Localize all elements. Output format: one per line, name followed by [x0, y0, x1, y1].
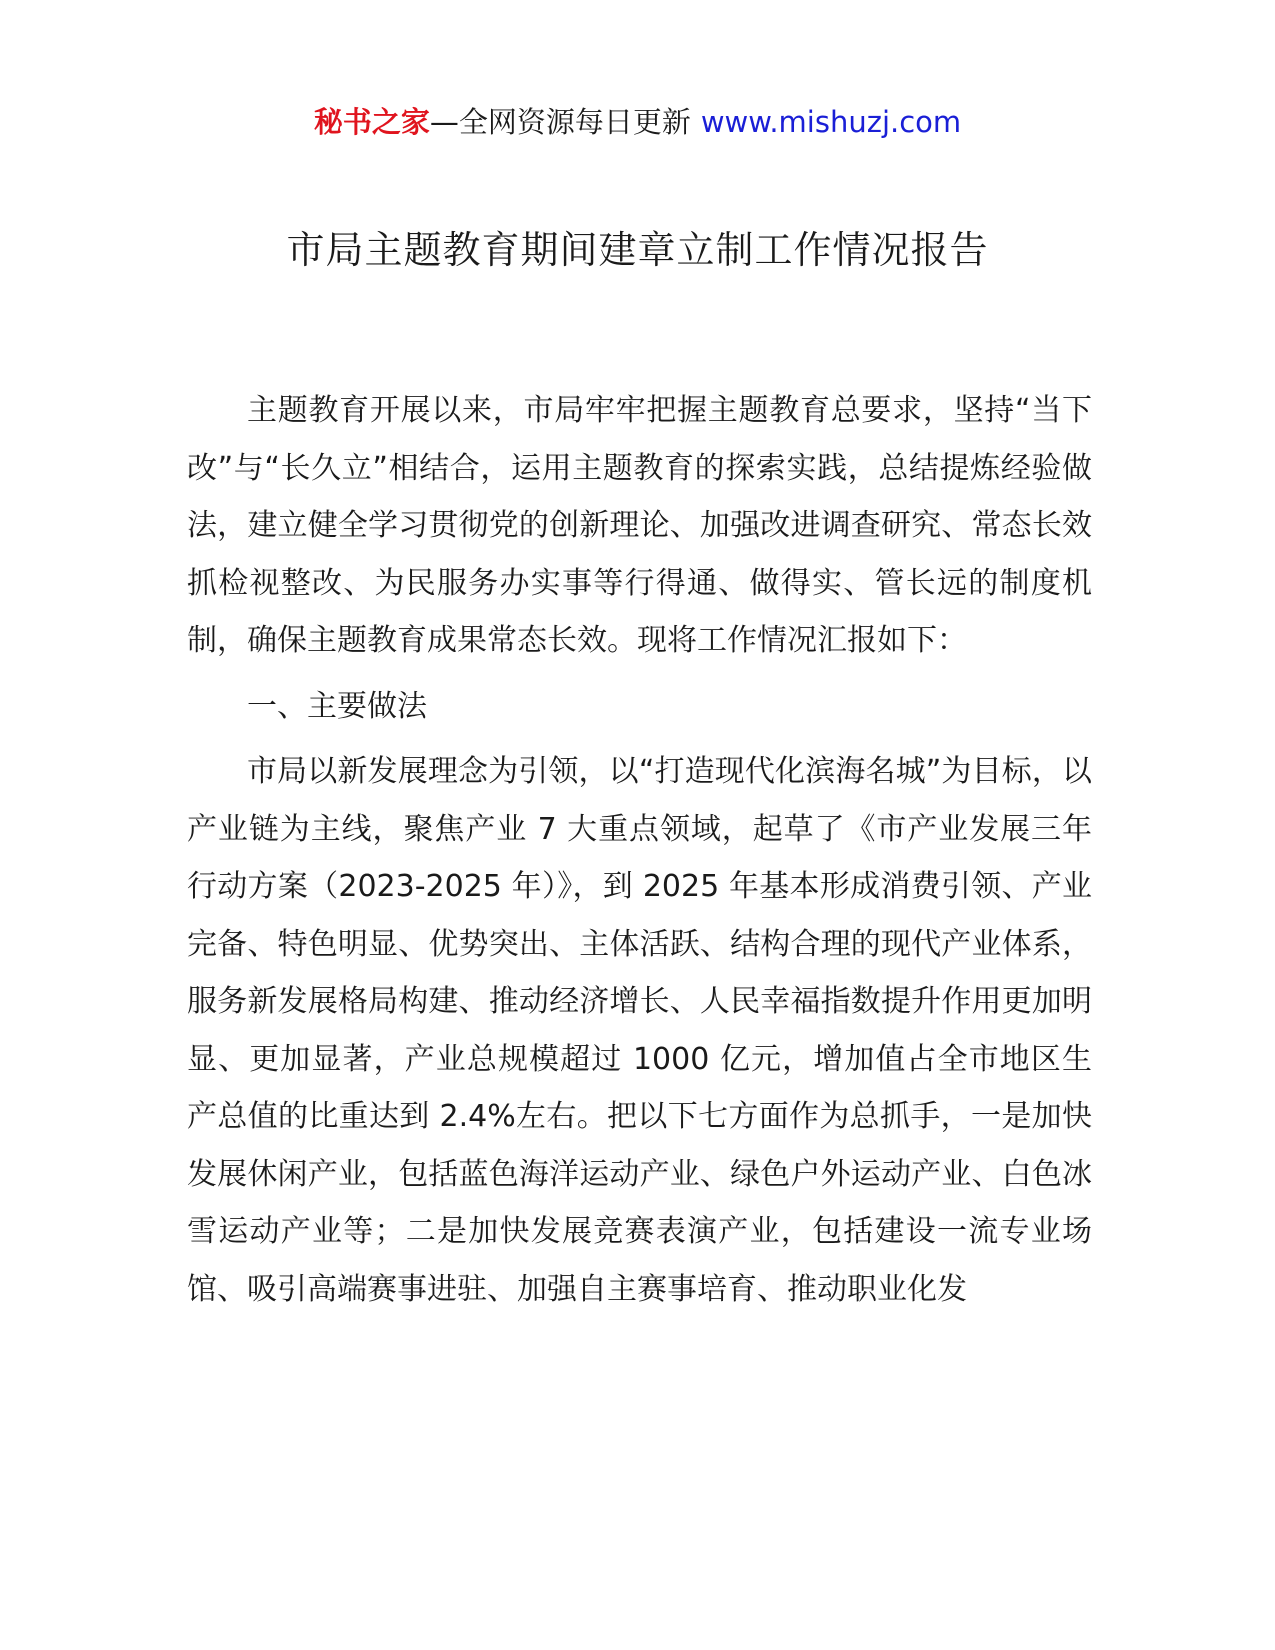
- document-title: 市局主题教育期间建章立制工作情况报告: [286, 228, 989, 272]
- header-tagline: —全网资源每日更新: [429, 105, 691, 139]
- intro-paragraph: 主题教育开展以来，市局牢牢把握主题教育总要求，坚持“当下改”与“长久立”相结合，运用主题教育的探索实践，总结提炼经验做法，建立健全学习贯彻党的创新理论、加强改进调查研究、常态长效抓检视整改、为民服务办实事等行得通、做得实、管长远的制度机制，确保主题教育成果常态长效。现将工作情况汇报如下：: [187, 393, 1092, 658]
- section-paragraph: 市局以新发展理念为引领，以“打造现代化滨海名城”为目标，以产业链为主线，聚焦产业 7 大重点领域，起草了《市产业发展三年行动方案（2023-2025 年）》，到 2025 年基本形成消费引领、产业完备、特色明显、优势突出、主体活跃、结构合理的现代产业体系，服务新发展格局构建、推动经济增长、人民幸福指数提升作用更加明显、更加显著，产业总规模超过 1000 亿元，增加值占全市地区生产总值的比重达到 2.4%左右。把以下七方面作为总抓手，一是加快发展休闲产业，包括蓝色海洋运动产业、绿色户外运动产业、白色冰雪运动产业等；二是加快发展竞赛表演产业，包括建设一流专业场馆、吸引高端赛事进驻、加强自主赛事培育、推动职业化发: [187, 754, 1092, 1307]
- brand-name: 秘书之家: [313, 105, 430, 139]
- section-heading: 一、主要做法: [247, 688, 427, 724]
- site-url-link[interactable]: www.mishuzj.com: [700, 105, 962, 139]
- site-header: [0, 102, 1275, 142]
- document-body: [187, 382, 1092, 1318]
